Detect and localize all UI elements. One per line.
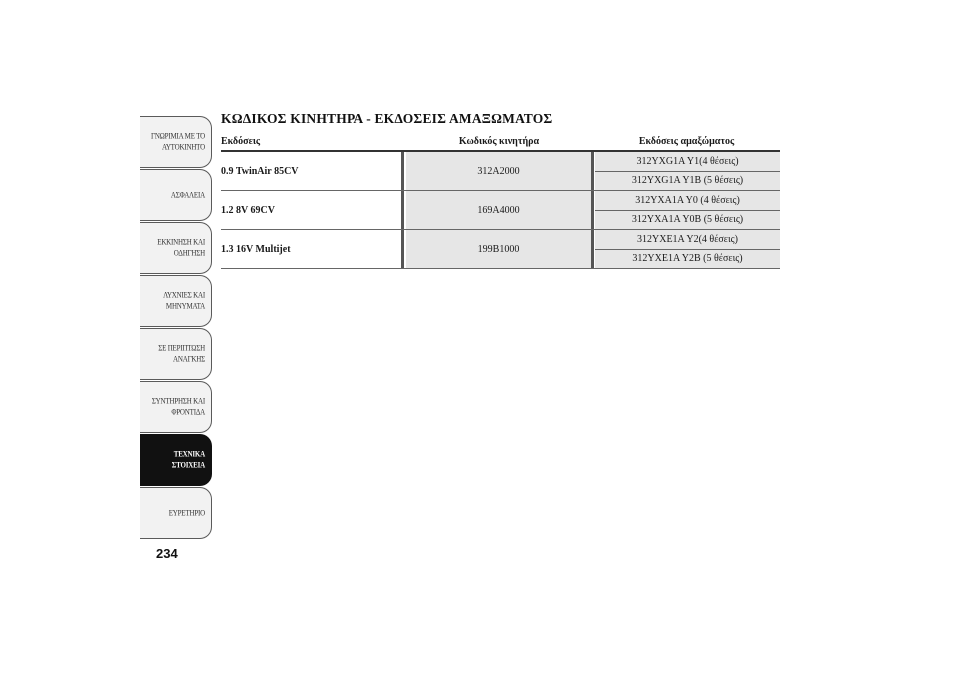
page-number: 234 (156, 546, 178, 561)
body-versions-cell (595, 152, 780, 190)
table-header (221, 133, 780, 152)
tab-maintenance[interactable] (140, 381, 212, 433)
table-row (221, 230, 780, 269)
version-cell: 1.2 8V 69CV (221, 191, 404, 229)
section-title: ΚΩΔΙΚΟΣ ΚΙΝΗΤΗΡΑ - ΕΚΔΟΣΕΙΣ ΑΜΑΞΩΜΑΤΟΣ (221, 111, 553, 126)
tab-label: ΕΚΚΙΝΗΣΗ ΚΑΙ ΟΔΗΓΗΣΗ (157, 236, 205, 258)
body-version: 312YXG1A Y1(4 θέσεις) (595, 152, 780, 171)
tab-index[interactable] (140, 487, 212, 539)
body-version: 312YXG1A Y1B (5 θέσεις) (595, 171, 780, 191)
body-versions-cell (595, 191, 780, 229)
tab-label: ΣΕ ΠΕΡΙΠΤΩΣΗ ΑΝΑΓΚΗΣ (158, 342, 205, 364)
engine-code-table (221, 133, 780, 269)
engine-code-cell: 312A2000 (406, 152, 594, 190)
version-cell: 0.9 TwinAir 85CV (221, 152, 404, 190)
tab-getting-to-know[interactable] (140, 116, 212, 168)
table-row (221, 191, 780, 230)
tab-safety[interactable] (140, 169, 212, 221)
header-versions: Εκδόσεις (221, 136, 261, 147)
tab-technical-data[interactable] (140, 434, 212, 486)
tab-label: ΤΕΧΝΙΚΑ ΣΤΟΙΧΕΙΑ (171, 448, 205, 470)
chapter-tabs (140, 116, 212, 540)
tab-label: ΣΥΝΤΗΡΗΣΗ ΚΑΙ ΦΡΟΝΤΙΔΑ (151, 395, 205, 417)
tab-label: ΑΣΦΑΛΕΙΑ (170, 189, 205, 200)
main-content (221, 111, 781, 269)
body-version: 312YXE1A Y2(4 θέσεις) (595, 230, 780, 249)
engine-code-cell: 169A4000 (406, 191, 594, 229)
body-version: 312YXA1A Y0B (5 θέσεις) (595, 210, 780, 230)
tab-warning-lights[interactable] (140, 275, 212, 327)
body-version: 312YXE1A Y2B (5 θέσεις) (595, 249, 780, 269)
body-version: 312YXA1A Y0 (4 θέσεις) (595, 191, 780, 210)
body-versions-cell (595, 230, 780, 268)
version-cell: 1.3 16V Multijet (221, 230, 404, 268)
tab-label: ΕΥΡΕΤΗΡΙΟ (168, 507, 205, 518)
engine-code-cell: 199B1000 (406, 230, 594, 268)
tab-starting-driving[interactable] (140, 222, 212, 274)
tab-label: ΓΝΩΡΙΜΙΑ ΜΕ ΤΟ ΑΥΤΟΚΙΝΗΤΟ (150, 130, 205, 152)
header-engine-code: Κωδικός κινητήρα (458, 136, 540, 147)
tab-emergency[interactable] (140, 328, 212, 380)
header-body-versions: Εκδόσεις αμαξώματος (638, 136, 735, 147)
tab-label: ΛΥΧΝΙΕΣ ΚΑΙ ΜΗΝΥΜΑΤΑ (163, 289, 205, 311)
table-row (221, 152, 780, 191)
